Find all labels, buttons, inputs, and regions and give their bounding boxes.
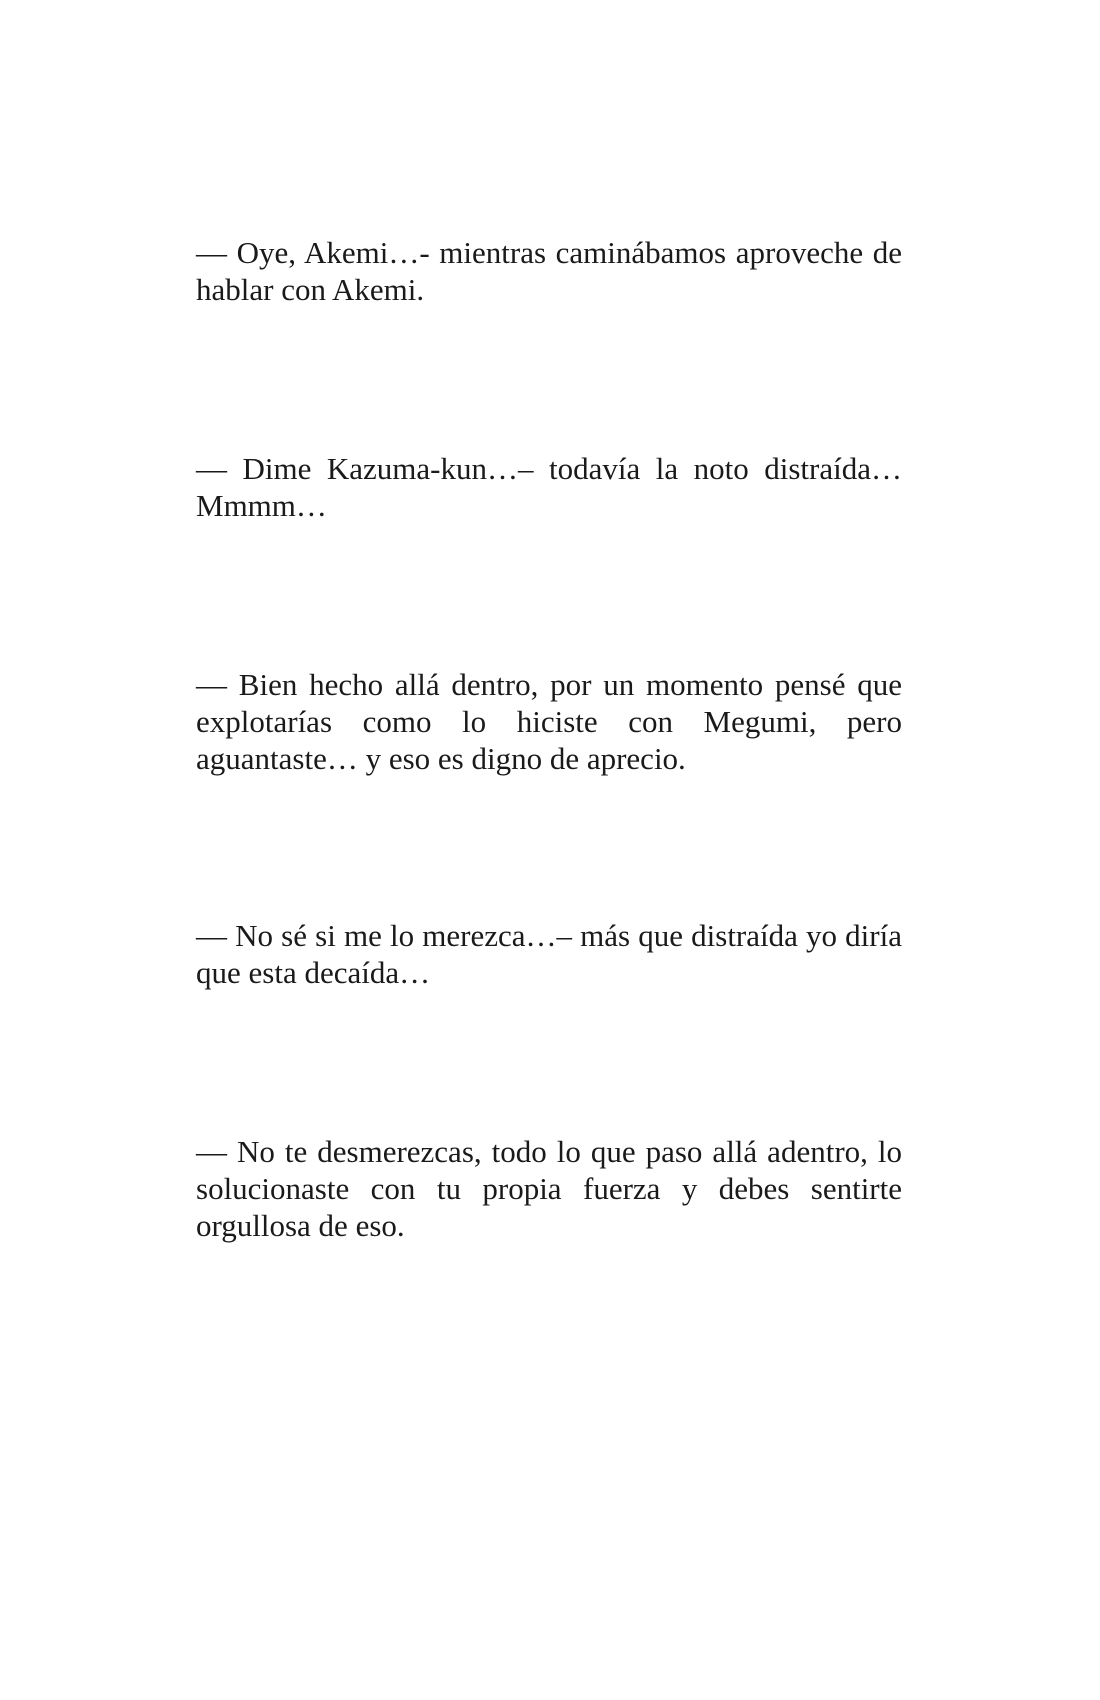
paragraph-2: — Dime Kazuma-kun…– todavía la noto distraída… Mmmm… bbox=[196, 451, 902, 523]
paragraph-5: — No te desmerezcas, todo lo que paso allá adentro, lo solucionaste con tu propia fuerza y debes sentirte orgullosa de eso. bbox=[196, 1134, 902, 1243]
paragraph-1: — Oye, Akemi…- mientras caminábamos aproveche de hablar con Akemi. bbox=[196, 235, 902, 307]
paragraph-4: — No sé si me lo merezca…– más que distraída yo diría que esta decaída… bbox=[196, 918, 902, 990]
paragraph-3: — Bien hecho allá dentro, por un momento pensé que explotarías como lo hiciste con Megumi, pero aguantaste… y eso es digno de aprecio. bbox=[196, 667, 902, 776]
